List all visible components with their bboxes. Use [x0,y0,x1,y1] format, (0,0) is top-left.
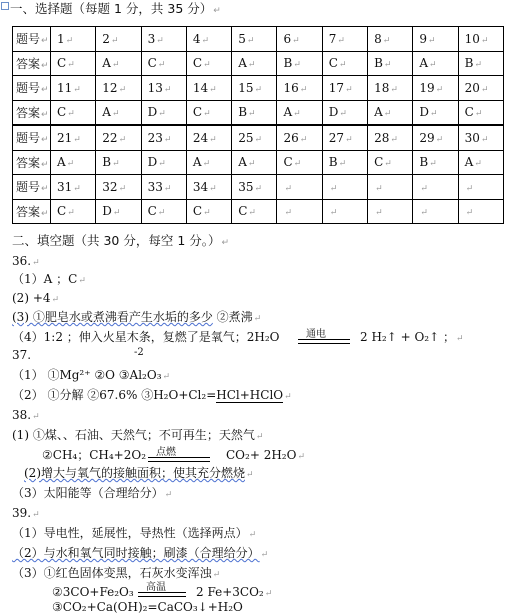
q37-line-1: （1） ①Mg²⁺ ②O ③Al₂O₃↵ [12,368,171,382]
answer-cell: ↵ [368,199,413,224]
answer-cell: A↵ [277,100,322,125]
question-number-cell: 4↵ [186,27,231,52]
q36-number: 36.↵ [12,254,40,268]
question-number-cell: ↵ [413,175,458,200]
q39-products: 2 Fe+3CO₂↵ [196,585,273,599]
q39-number: 39.↵ [12,506,40,520]
answer-cell: A↵ [232,150,277,175]
row-label-answer: 答案↵ [13,100,51,125]
answer-cell: A↵ [368,100,413,125]
q39-line-1: （1）导电性，延展性，导热性（选择两点）↵ [12,526,257,540]
question-number-cell: 11↵ [51,76,96,101]
answer-cell: ↵ [322,199,367,224]
question-number-cell: 5↵ [232,27,277,52]
question-number-cell: 18↵ [368,76,413,101]
question-number-cell: 24↵ [186,125,231,150]
question-number-cell: 3↵ [141,27,186,52]
question-number-cell: ↵ [368,175,413,200]
q39-line-3: （3）①红色固体变黑，石灰水变浑浊↵ [12,566,221,580]
answer-row [13,199,504,224]
q36-line-3: (3) ①肥皂水或煮沸看产生水垢的多少 ②煮沸↵ [12,310,262,324]
answer-cell: C↵ [368,150,413,175]
answer-cell: C↵ [186,51,231,76]
row-label-answer: 答案↵ [13,51,51,76]
answer-cell: B↵ [458,51,503,76]
q36-line-1: （1）A ；C↵ [12,272,86,286]
question-number-cell: 8↵ [368,27,413,52]
answer-cell: A↵ [96,100,141,125]
q38-line-1: (1) ①煤、、石油、天然气；不可再生；天然气↵ [12,428,264,442]
row-label-answer: 答案↵ [13,199,51,224]
row-label-answer: 答案↵ [13,150,51,175]
question-number-cell: ↵ [458,175,503,200]
answer-row [13,51,504,76]
section-1-title: 一、选择题（每题 1 分，共 35 分）↵ [10,1,221,16]
answer-cell: B↵ [96,150,141,175]
row-label-question: 题号↵ [13,27,51,52]
question-number-cell: 23↵ [141,125,186,150]
question-number-cell: 32↵ [96,175,141,200]
question-number-cell: 16↵ [277,76,322,101]
question-number-cell: 1↵ [51,27,96,52]
q36-condition: 通电 [306,329,326,340]
answer-cell: ↵ [277,199,322,224]
question-number-cell: ↵ [322,175,367,200]
q39-condition: 高温 [146,582,166,593]
q39-equals-line [138,592,186,597]
answer-cell: C↵ [51,51,96,76]
question-number-cell: 19↵ [413,76,458,101]
answer-cell: D↵ [141,150,186,175]
q39-line-5: ③CO₂+Ca(OH)₂=CaCO₃↓+H₂O [52,600,243,614]
q38-line-2: ②CH₄；CH₄+2O₂ [42,448,147,462]
row-label-question: 题号↵ [13,125,51,150]
question-number-cell: 12↵ [96,76,141,101]
q38-number: 38.↵ [12,408,40,422]
question-number-cell: 17↵ [322,76,367,101]
answer-cell: A↵ [96,51,141,76]
question-number-row [13,76,504,101]
answer-cell: D↵ [322,100,367,125]
answer-cell: C↵ [458,100,503,125]
row-label-question: 题号↵ [13,175,51,200]
answer-cell: B↵ [413,150,458,175]
answer-cell: ↵ [413,199,458,224]
answer-cell: B↵ [322,150,367,175]
anchor-icon [1,2,9,10]
question-number-cell: 26↵ [277,125,322,150]
q37-number: 37. [12,348,32,362]
answer-table [12,26,504,224]
question-number-cell: 6↵ [277,27,322,52]
question-number-cell: 29↵ [413,125,458,150]
question-number-cell: 21↵ [51,125,96,150]
question-number-cell: 7↵ [322,27,367,52]
question-number-cell: 2↵ [96,27,141,52]
answer-cell: C↵ [51,199,96,224]
question-number-cell: 9↵ [413,27,458,52]
answer-row [13,150,504,175]
answer-cell: C↵ [186,100,231,125]
question-number-cell: 28↵ [368,125,413,150]
question-number-row [13,27,504,52]
answer-cell: A↵ [51,150,96,175]
answer-cell: C↵ [51,100,96,125]
question-number-cell: 33↵ [141,175,186,200]
q38-equals-line [148,457,210,462]
q37-charge-label: -2 [134,347,144,358]
question-number-cell: 15↵ [232,76,277,101]
q38-products: CO₂+ 2H₂O↵ [226,448,305,462]
answer-cell: A↵ [458,150,503,175]
answer-cell: D↵ [141,100,186,125]
section-2-title: 二、填空题（共 30 分，每空 1 分。）↵ [12,233,230,248]
question-number-cell: ↵ [277,175,322,200]
question-number-cell: 34↵ [186,175,231,200]
q38-line-3: (2)增大与氧气的接触面积；使其充分燃烧↵ [24,466,254,480]
answer-cell: A↵ [186,150,231,175]
question-number-cell: 13↵ [141,76,186,101]
answer-cell: C↵ [232,199,277,224]
q36-equals-line [298,339,350,344]
answer-cell: C↵ [186,199,231,224]
row-label-question: 题号↵ [13,76,51,101]
answer-cell: B↵ [277,51,322,76]
q38-condition: 点燃 [156,447,176,458]
answer-cell: ↵ [458,199,503,224]
q38-line-4: （3）太阳能等（合理给分）↵ [12,486,173,500]
question-number-cell: 10↵ [458,27,503,52]
answer-cell: D↵ [413,100,458,125]
answer-cell: D↵ [96,199,141,224]
question-number-cell: 25↵ [232,125,277,150]
answer-cell: C↵ [141,51,186,76]
answer-cell: C↵ [322,51,367,76]
question-number-cell: 20↵ [458,76,503,101]
answer-cell: A↵ [413,51,458,76]
question-number-cell: 35↵ [232,175,277,200]
q36-line-2: (2) +4↵ [12,291,60,305]
q36-line-4: （4）1:2 ；伸入火星木条，复燃了是氧气；2H₂O [12,330,280,344]
answer-row [13,100,504,125]
answer-cell: A↵ [232,51,277,76]
q39-line-4: ②3CO+Fe₂O₃ [52,585,134,599]
answer-cell: B↵ [368,51,413,76]
q36-products: 2 H₂↑ + O₂↑ ；↵ [360,330,464,344]
answer-cell: B↵ [232,100,277,125]
question-number-row [13,125,504,150]
q39-line-2: （2）与水和氧气同时接触；刷漆（合理给分）↵ [12,546,269,560]
answer-cell: C↵ [277,150,322,175]
answer-cell: C↵ [141,199,186,224]
q37-line-2: （2） ①分解 ②67.6% ③H₂O+Cl₂=HCl+HClO↵ [12,388,292,402]
question-number-cell: 30↵ [458,125,503,150]
question-number-row [13,175,504,200]
question-number-cell: 31↵ [51,175,96,200]
question-number-cell: 14↵ [186,76,231,101]
question-number-cell: 27↵ [322,125,367,150]
question-number-cell: 22↵ [96,125,141,150]
